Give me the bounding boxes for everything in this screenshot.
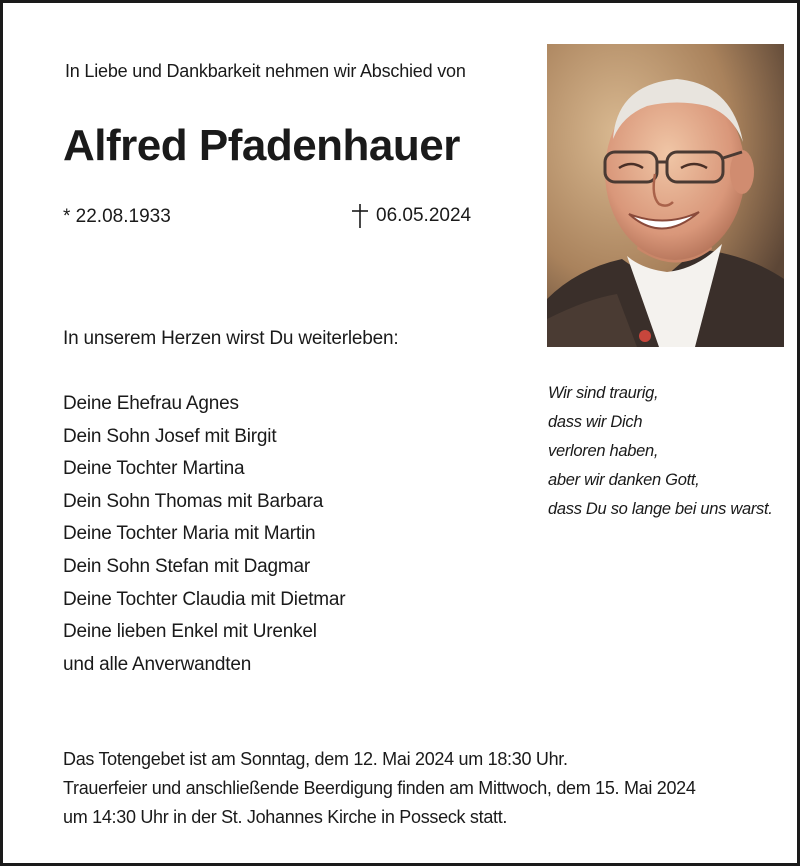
intro-text: In Liebe und Dankbarkeit nehmen wir Abschied von xyxy=(65,61,466,81)
family-list xyxy=(63,388,345,681)
portrait-photo xyxy=(547,44,784,347)
death-date-group xyxy=(350,203,471,229)
service-line: Das Totengebet ist am Sonntag, dem 12. Mai 2024 um 18:30 Uhr. xyxy=(63,749,568,769)
family-member: Deine Tochter Martina xyxy=(63,458,245,480)
service-details xyxy=(63,745,696,832)
service-line: Trauerfeier und anschließende Beerdigung finden am Mittwoch, dem 15. Mai 2024 xyxy=(63,778,696,798)
poem-line: Wir sind traurig, xyxy=(548,384,659,402)
cross-icon xyxy=(350,203,370,229)
family-member: Deine Tochter Claudia mit Dietmar xyxy=(63,588,346,610)
family-member: Dein Sohn Thomas mit Barbara xyxy=(63,490,324,512)
poem-line: dass wir Dich xyxy=(548,413,643,431)
birth-date: * 22.08.1933 xyxy=(63,206,171,227)
family-member: Deine Ehefrau Agnes xyxy=(63,393,239,414)
poem-line: aber wir danken Gott, xyxy=(548,471,700,489)
death-date: 06.05.2024 xyxy=(376,205,472,226)
poem-line: verloren haben, xyxy=(548,442,659,460)
family-member: Deine Tochter Maria mit Martin xyxy=(63,523,316,545)
family-member: und alle Anverwandten xyxy=(63,653,252,675)
heart-line: In unserem Herzen wirst Du weiterleben: xyxy=(63,328,399,349)
family-member: Dein Sohn Josef mit Birgit xyxy=(63,425,277,447)
family-member: Deine lieben Enkel mit Urenkel xyxy=(63,621,317,643)
poem xyxy=(548,379,773,524)
family-member: Dein Sohn Stefan mit Dagmar xyxy=(63,555,310,577)
poem-line: dass Du so lange bei uns warst. xyxy=(548,500,773,518)
service-line: um 14:30 Uhr in der St. Johannes Kirche in Posseck statt. xyxy=(63,807,508,827)
deceased-name: Alfred Pfadenhauer xyxy=(63,121,460,170)
